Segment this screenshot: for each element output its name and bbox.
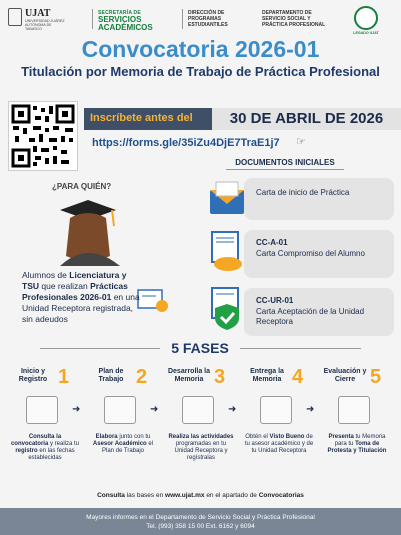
fase-number: 5 [370,366,382,388]
handshake-icon [206,230,248,274]
document-3-name: Carta Aceptación de la Unidad Receptora [256,307,365,326]
audience-text: Alumnos de Licenciatura y TSU que realizan Prácticas Profesionales 2026-01 en una Unidad Receptora registrada, sin adeudos [22,270,140,324]
ujat-logo-text: UJAT [25,8,51,19]
fase-number: 3 [214,366,226,388]
envelope-icon [206,178,248,220]
deadline-label: Inscríbete antes del [90,112,193,124]
page-subtitle: Titulación por Memoria de Trabajo de Práctica Profesional [21,64,380,79]
header-divider [92,9,93,29]
legado-ujat-seal-icon [354,6,378,30]
secretaria-line-2: SERVICIOS [98,15,142,24]
direccion-text: DIRECCIÓN DE PROGRAMAS ESTUDIANTILES [188,10,228,28]
fase-label: Desarrolla la Memoria [167,368,211,383]
secretaria-line-1: SECRETARÍA DE [98,10,141,16]
footer-line-2: Tel. (993) 358 15 00 Ext. 6162 y 6094 [146,523,255,530]
header-divider [182,9,183,29]
fase-label: Inicio y Registro [18,368,48,383]
fase-number: 2 [136,366,148,388]
fase-number: 4 [292,366,304,388]
consulta-text: Consulta las bases en www.ujat.mx en el apartado de Convocatorias [97,492,304,499]
arrow-right-icon: ➜ [306,404,315,415]
document-2-code: CC-A-01 [256,238,288,247]
deadline-date: 30 DE ABRIL DE 2026 [212,108,401,130]
graduation-cap-icon [338,396,370,424]
ujat-shield-icon [8,8,22,26]
para-quien-heading: ¿PARA QUIÉN? [52,182,112,191]
qr-code-icon[interactable] [8,101,78,171]
arrow-right-icon: ➜ [72,404,81,415]
check-document-icon [260,396,292,424]
graduate-illustration-icon [30,196,136,266]
arrow-right-icon: ➜ [150,404,159,415]
fase-description: Obtén el Visto Bueno de tu asesor académico y de tu Unidad Receptora [244,434,314,454]
ujat-name-1: UNIVERSIDAD JUÁREZ [25,19,65,23]
ujat-name-2: AUTÓNOMA DE TABASCO [25,23,52,31]
fase-description: Presenta tu Memoria para tu Toma de Protesta y Titulación [327,434,387,454]
departamento-text: DEPARTAMENTO DE SERVICIO SOCIAL Y PRÁCTICA PROFESIONAL [262,10,326,28]
footer-line-1: Mayores informes en el Departamento de Servicio Social y Práctica Profesional [86,514,315,521]
footer [0,508,401,535]
fases-title: 5 FASES [160,340,240,356]
fase-description: Consulta la convocatoria y realiza tu registro en las fechas establecidas [10,434,80,461]
laptop-icon [26,396,58,424]
document-1-name: Carta de inicio de Práctica [256,188,350,197]
document-icon [104,396,136,424]
fase-description: Realiza las actividades programadas en tu Unidad Receptora y regístralas [168,434,234,461]
form-link[interactable]: https://forms.gle/35iZu4DjE7TraE1j7 [92,137,280,149]
book-icon [182,396,214,424]
document-card [244,178,394,220]
fase-label: Plan de Trabajo [98,368,124,383]
documentos-title: DOCUMENTOS INICIALES [226,158,344,170]
page-title: Convocatoria 2026-01 [81,36,320,62]
fase-description: Elabora junto con tu Asesor Académico el Plan de Trabajo [92,434,154,454]
document-2-name: Carta Compromiso del Alumno [256,249,365,258]
cursor-icon: ☞ [296,136,306,148]
fase-number: 1 [58,366,70,388]
legado-label: LEGADO UJAT [353,31,379,35]
fase-label: Entrega la Memoria [250,368,284,383]
ujat-logo [8,8,68,30]
secretaria-line-3: ACADÉMICOS [98,23,153,32]
secretaria-logo [98,10,178,32]
shield-check-icon [206,286,248,332]
document-3-code: CC-UR-01 [256,296,294,305]
arrow-right-icon: ➜ [228,404,237,415]
fase-label: Evaluación y Cierre [323,368,367,383]
